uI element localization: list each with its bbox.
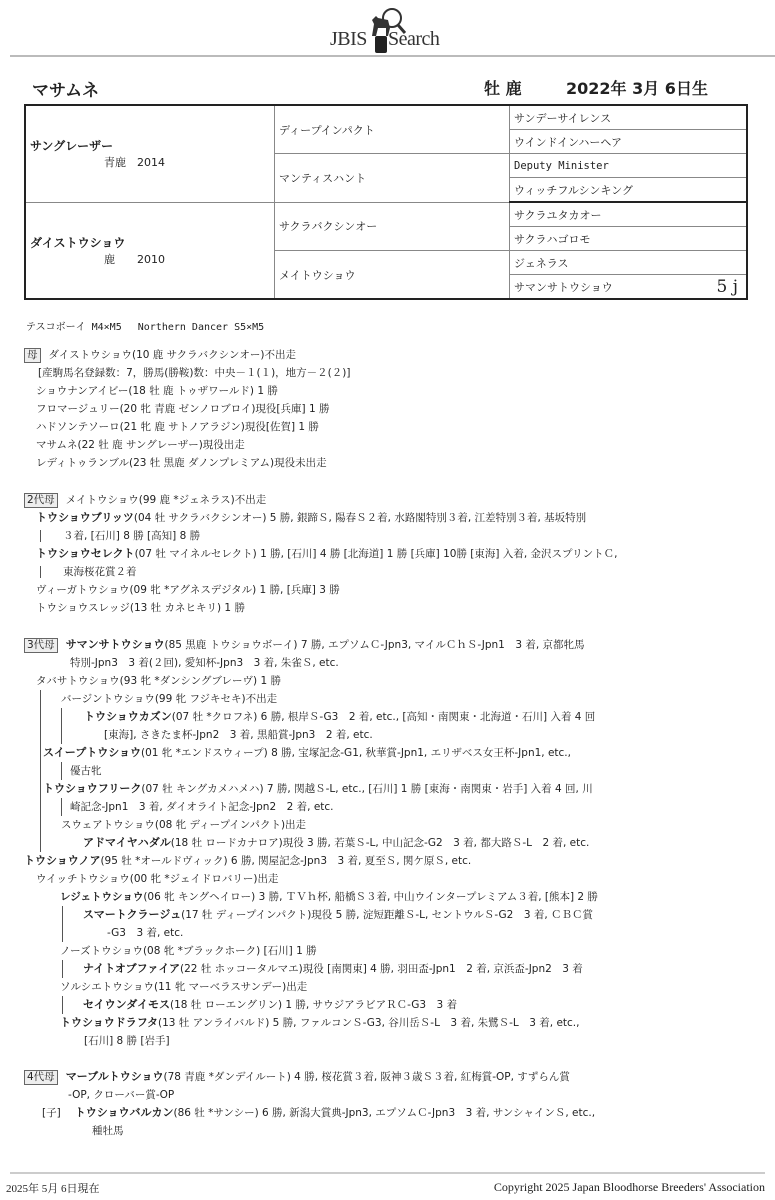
sire-cell[interactable] bbox=[25, 105, 275, 202]
g3-head-record: (85 黒鹿 トウショウボーイ) 7 勝, エプソムＣ-Jpn3, マイルＣｈＳ-Jpn1 3 着, 京都牝馬 bbox=[164, 639, 585, 651]
g3-foal-name[interactable]: トウショウカズン bbox=[84, 710, 172, 723]
g3-foal-name[interactable]: ナイトオブファイア bbox=[83, 962, 181, 975]
dam-tag: 母 bbox=[24, 348, 41, 363]
header-divider bbox=[10, 55, 775, 57]
g4-tag: 4代母 bbox=[24, 1070, 58, 1085]
g3-foal-record-cont: [石川] 8 勝 [岩手] bbox=[84, 1035, 170, 1047]
g2-foal-name[interactable]: トウショウセレクト bbox=[36, 547, 135, 560]
dam-foal[interactable]: ショウナンアイビー(18 牡 鹿 トゥザワールド) 1 勝 bbox=[36, 385, 278, 397]
g2-foal-record-cont: 東海桜花賞２着 bbox=[40, 566, 137, 578]
horse-sex-color: 牡 鹿 bbox=[484, 79, 522, 98]
g4-child-record-cont: 種牡馬 bbox=[92, 1125, 124, 1137]
g2-section bbox=[24, 491, 617, 617]
g3-foal-record: (17 牡 ディープインパクト)現役 5 勝, 淀短距離Ｓ-L, セントウルＳ-G2 3 着, ＣＢＣ賞 bbox=[181, 909, 594, 921]
dd-dam[interactable]: サマンサトウショウ bbox=[514, 280, 613, 294]
jbis-search-logo[interactable] bbox=[330, 6, 460, 52]
g2-foal[interactable]: ヴィーガトウショウ(09 牝 *アグネスデジタル) 1 勝, [兵庫] 3 勝 bbox=[36, 584, 340, 596]
g3-foal-record: (01 牝 *エンドスウィープ) 8 勝, 宝塚記念-G1, 秋華賞-Jpn1, エリザベス女王杯-Jpn1, etc., bbox=[141, 747, 571, 759]
g3-foal-name[interactable]: レジェトウショウ bbox=[60, 891, 144, 903]
g3-line[interactable]: スウェアトウショウ(08 牝 ディープインパクト)出走 bbox=[61, 819, 307, 831]
horse-birthdate: 2022年 3月 6日生 bbox=[566, 79, 708, 98]
sd-sire[interactable]: Deputy Minister bbox=[510, 154, 748, 178]
g3-foal-name[interactable]: スマートクラージュ bbox=[83, 908, 182, 921]
dam-foal[interactable]: レディトゥランブル(23 牡 黒鹿 ダノンプレミアム)現役未出走 bbox=[36, 457, 327, 469]
logo-text-jbis: JBIS bbox=[330, 28, 367, 50]
g3-line[interactable]: バージントウショウ(99 牝 フジキセキ)不出走 bbox=[61, 693, 278, 705]
g4-child-name[interactable]: トウショウバルカン bbox=[74, 1106, 174, 1119]
g3-foal-name[interactable]: トウショウドラフタ bbox=[60, 1016, 159, 1029]
g2-foal[interactable]: トウショウスレッジ(13 牡 カネヒキリ) 1 勝 bbox=[36, 602, 245, 614]
ds-sire[interactable]: サクラユタカオー bbox=[510, 202, 748, 227]
sire-name: サングレーザー bbox=[30, 139, 114, 154]
g3-tag: 3代母 bbox=[24, 638, 58, 653]
g3-foal-record-cont: [東海], さきたま杯-Jpn2 3 着, 黒船賞-Jpn3 2 着, etc. bbox=[104, 729, 373, 741]
g3-foal-record-cont: -G3 3 着, etc. bbox=[107, 927, 184, 939]
g3-line[interactable]: タバサトウショウ(93 牝 *ダンシングブレーヴ) 1 勝 bbox=[36, 675, 281, 687]
g3-head-record-cont: 特別-Jpn3 3 着(２回), 愛知杯-Jpn3 3 着, 朱雀Ｓ, etc. bbox=[70, 657, 339, 669]
g4-head-name[interactable]: マーブルトウショウ bbox=[65, 1070, 164, 1083]
g2-tag: 2代母 bbox=[24, 493, 58, 508]
child-tag: [子] bbox=[42, 1107, 61, 1119]
ss-sire[interactable]: サンデーサイレンス bbox=[510, 105, 748, 130]
sire-dam[interactable]: マンティスハント bbox=[275, 154, 510, 203]
g3-line[interactable]: ソルシエトウショウ(11 牝 マーベラスサンデー)出走 bbox=[60, 981, 308, 993]
g3-foal-record-cont: 崎記念-Jpn1 3 着, ダイオライト記念-Jpn2 2 着, etc. bbox=[70, 801, 334, 813]
g3-head-name[interactable]: サマンサトウショウ bbox=[65, 638, 165, 651]
g3-foal-record: (95 牡 *オールドヴィック) 6 勝, 関屋記念-Jpn3 3 着, 夏至Ｓ, 関ケ原Ｓ, etc. bbox=[100, 855, 472, 867]
ds-dam[interactable]: サクラハゴロモ bbox=[510, 227, 748, 251]
g3-foal-record: (07 牡 キングカメハメハ) 7 勝, 関越Ｓ-L, etc., [石川] 1 勝 [東海・南関東・岩手] 入着 4 回, 川 bbox=[141, 783, 593, 795]
g2-head[interactable]: メイトウショウ(99 鹿 *ジェネラス)不出走 bbox=[65, 494, 267, 506]
dam-cell[interactable] bbox=[25, 202, 275, 299]
g4-head-record-cont: -OP, クローバー賞-OP bbox=[68, 1089, 175, 1101]
dam-foal[interactable]: マサムネ(22 牡 鹿 サングレーザー)現役出走 bbox=[36, 439, 245, 451]
g3-foal-record: (07 牡 *クロフネ) 6 勝, 根岸Ｓ-G3 2 着, etc., [高知・南関東・北海道・石川] 入着 4 回 bbox=[171, 711, 596, 723]
as-of-date: 2025年 5月 6日現在 bbox=[6, 1183, 100, 1195]
pedigree-table bbox=[24, 104, 748, 300]
g3-foal-name[interactable]: アドマイヤハダル bbox=[83, 836, 171, 849]
sire-info: 青鹿 2014 bbox=[104, 156, 165, 170]
g3-foal-record-cont: 優古牝 bbox=[70, 765, 102, 777]
sd-dam[interactable]: ウィッチフルシンキング bbox=[510, 178, 748, 203]
g4-child-record: (86 牡 *サンシー) 6 勝, 新潟大賞典-Jpn3, エプソムＣ-Jpn3 3 着, サンシャインＳ, etc., bbox=[173, 1107, 596, 1119]
logo-block bbox=[375, 36, 387, 53]
logo-text-search: Search bbox=[388, 28, 440, 50]
dam-sire[interactable]: サクラバクシンオー bbox=[275, 202, 510, 251]
g3-foal-record: (06 牝 キングヘイロー) 3 勝, ＴＶｈ杯, 船橋Ｓ３着, 中山ウインタープレミアム３着, [熊本] 2 勝 bbox=[143, 891, 598, 903]
g3-foal-name[interactable]: セイウンダイモス bbox=[83, 998, 171, 1011]
dam-name: ダイストウショウ bbox=[30, 235, 126, 250]
g3-foal-record: (18 牡 ロードカナロア)現役 3 勝, 若葉Ｓ-L, 中山記念-G2 3 着, 都大路Ｓ-L 2 着, etc. bbox=[170, 837, 590, 849]
g3-foal-record: (18 牡 ローエングリン) 1 勝, サウジアラビアＲＣ-G3 3 着 bbox=[170, 999, 458, 1011]
g4-head-record: (78 青鹿 *ダンデイルート) 4 勝, 桜花賞３着, 阪神３歳Ｓ３着, 紅梅賞-OP, すずらん賞 bbox=[163, 1071, 570, 1083]
g2-foal-record: (04 牡 サクラバクシンオー) 5 勝, 銀蹄Ｓ, 陽春Ｓ２着, 水路閣特別３着, 江差特別３着, 基坂特別 bbox=[133, 512, 587, 524]
dam-dam[interactable]: メイトウショウ bbox=[275, 251, 510, 300]
g2-foal-record: (07 牡 マイネルセレクト) 1 勝, [石川] 4 勝 [北海道] 1 勝 [兵庫] 10勝 [東海] 入着, 金沢スプリントＣ, bbox=[134, 548, 618, 560]
g4-section bbox=[24, 1068, 595, 1140]
g3-foal-name[interactable]: トウショウノア bbox=[24, 854, 101, 867]
ss-dam[interactable]: ウインドインハーヘア bbox=[510, 130, 748, 154]
sire-sire[interactable]: ディープインパクト bbox=[275, 105, 510, 154]
g3-section bbox=[24, 636, 598, 1050]
inbreeding-crosses: テスコボーイ M4×M5 Northern Dancer S5×M5 bbox=[26, 322, 265, 333]
copyright: Copyright 2025 Japan Bloodhorse Breeders' Association bbox=[493, 1180, 765, 1194]
dam-info: 鹿 2010 bbox=[104, 252, 165, 266]
dam-section bbox=[24, 346, 350, 472]
dam-foal[interactable]: フロマージュリー(20 牝 青鹿 ゼンノロブロイ)現役[兵庫] 1 勝 bbox=[36, 403, 330, 415]
dam-foal[interactable]: ハドソンテソーロ(21 牝 鹿 サトノアラジン)現役[佐賀] 1 勝 bbox=[36, 421, 319, 433]
g3-foal-name[interactable]: トウショウフリーク bbox=[43, 782, 142, 795]
g2-foal-record-cont: ３着, [石川] 8 勝 [高知] 8 勝 bbox=[40, 530, 200, 542]
g3-foal-record: (22 牡 ホッコータルマエ)現役 [南関東] 4 勝, 羽田盃-Jpn1 2 着, 京浜盃-Jpn2 3 着 bbox=[180, 963, 583, 975]
dd-dam-cell bbox=[510, 275, 748, 300]
dam-stats: [産駒馬名登録数：7，勝馬(勝鞍)数：中央－１(１)，地方－２(２)] bbox=[38, 367, 351, 379]
footer-divider bbox=[10, 1172, 765, 1174]
g3-line[interactable]: ウイッチトウショウ(00 牝 *ジェイドロバリー)出走 bbox=[36, 873, 279, 885]
family-number: 5 j bbox=[716, 277, 738, 297]
dd-sire[interactable]: ジェネラス bbox=[510, 251, 748, 275]
dam-head[interactable]: ダイストウショウ(10 鹿 サクラバクシンオー)不出走 bbox=[48, 349, 297, 361]
horse-name: マサムネ bbox=[32, 81, 100, 101]
g3-line[interactable]: ノーズトウショウ(08 牝 *ブラックホーク) [石川] 1 勝 bbox=[60, 945, 317, 957]
g3-foal-record: (13 牡 アンライバルド) 5 勝, ファルコンＳ-G3, 谷川岳Ｓ-L 3 着, 朱鷺Ｓ-L 3 着, etc., bbox=[158, 1017, 580, 1029]
g3-foal-name[interactable]: スイープトウショウ bbox=[43, 746, 142, 759]
g2-foal-name[interactable]: トウショウブリッツ bbox=[36, 511, 134, 524]
